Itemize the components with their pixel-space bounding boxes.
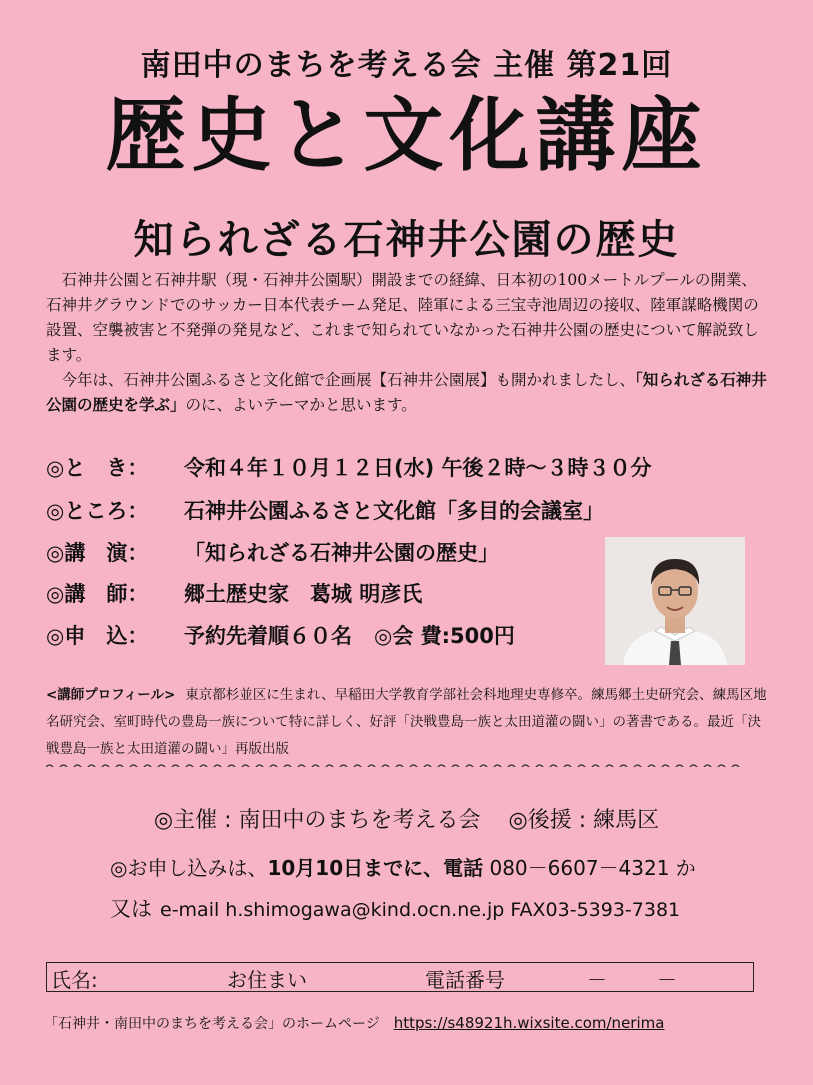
apply-value: 予約先着順６０名 <box>184 624 352 648</box>
description-paragraph-1: 石神井公園と石神井駅（現・石神井公園駅）開設までの経緯、日本初の100メートルプールの開業、石神井グラウンドでのサッカー日本代表チーム発足、陸軍による三宝寺池周辺の接収、陸軍謀略機関の設置、空襲被害と不発弾の発見など、これまで知られていなかった石神井公園の歴史について解説致します。 <box>46 271 759 364</box>
lecture-label: ◎講 演： <box>46 541 149 565</box>
name-field-label: 氏名: <box>51 968 98 992</box>
description-paragraph-2 <box>46 368 768 418</box>
homepage-link[interactable]: https://s48921h.wixsite.com/nerima <box>393 1014 665 1032</box>
info-apply <box>46 620 515 650</box>
lecturer-photo <box>605 537 745 665</box>
application-deadline: 10月10日までに、電話 <box>267 856 484 880</box>
address-field-label: お住まい <box>227 968 307 992</box>
place-label: ◎ところ： <box>46 499 149 523</box>
footer-text: 「石神井・南田中のまちを考える会」のホームページ <box>44 1016 380 1032</box>
lecturer-label: ◎講 師： <box>46 582 149 606</box>
description-text-end: のに、よいテーマかと思います。 <box>185 396 417 414</box>
main-title: 歴史と文化講座 <box>105 89 708 182</box>
application-prefix: ◎お申し込みは、 <box>110 856 268 880</box>
phone-dash-2: － <box>657 968 677 992</box>
lecturer-value: 郷土歴史家 葛城 明彦氏 <box>184 582 423 606</box>
registration-form-box <box>46 962 754 992</box>
description-text: 今年は、石神井公園ふるさと文化館で企画展【石神井公園展】も開かれましたし、 <box>61 371 636 389</box>
host-text: ◎主催 : 南田中のまちを考える会 <box>153 808 481 833</box>
info-lecturer <box>46 578 422 608</box>
description-emphasis: 「知られざる石神井公園の歴史を学ぶ」 <box>46 371 767 414</box>
fee-label: ◎会 費: <box>374 624 451 648</box>
contact-line <box>110 893 680 923</box>
profile-text: 東京都杉並区に生まれ、早稲田大学教育学部社会科地理史専修卒。練馬郷土史研究会、練馬区地名研究会、室町時代の豊島一族について特に詳しく、好評「決戦豊島一族と太田道灌の闘い」の著書である。最近「決戦豊島一族と太田道灌の闘い」再版出版 <box>46 687 767 757</box>
info-date <box>46 452 652 482</box>
application-line <box>110 852 696 881</box>
description <box>46 268 768 418</box>
organizer-line: 南田中のまちを考える会 主催 第21回 <box>140 48 673 83</box>
info-lecture <box>46 537 499 567</box>
fee-value: 500円 <box>450 624 515 648</box>
phone-dash-1: － <box>587 968 607 992</box>
support-text: ◎後援 : 練馬区 <box>508 808 660 833</box>
phone-field-label: 電話番号 <box>425 968 505 992</box>
apply-label: ◎申 込： <box>46 624 149 648</box>
date-value: 令和４年１０月１２日(水) 午後２時～３時３０分 <box>184 456 652 480</box>
profile-heading: <講師プロフィール> <box>46 687 176 703</box>
application-phone: 080－6607－4321 か <box>483 856 696 880</box>
wavy-divider <box>46 757 746 767</box>
sponsor-line <box>0 803 813 834</box>
subtitle: 知られざる石神井公園の歴史 <box>133 217 680 263</box>
info-place <box>46 495 604 525</box>
lecture-value: 「知られざる石神井公園の歴史」 <box>184 541 499 565</box>
contact-lead: 又は <box>110 897 152 921</box>
lecturer-profile <box>46 682 768 763</box>
footer <box>44 1013 664 1033</box>
place-value: 石神井公園ふるさと文化館「多目的会議室」 <box>184 499 604 523</box>
date-label: ◎と き： <box>46 456 149 480</box>
contact-details: e-mail h.shimogawa@kind.ocn.ne.jp FAX03-5393-7381 <box>160 899 681 921</box>
